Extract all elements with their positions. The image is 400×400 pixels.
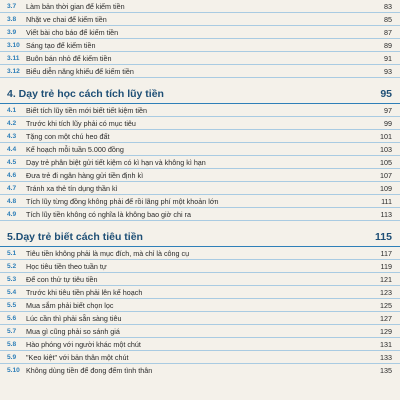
toc-row — [0, 286, 400, 299]
toc-page-number: 91 — [384, 54, 392, 63]
toc-page-number: 89 — [384, 41, 392, 50]
toc-page-number: 127 — [380, 314, 392, 323]
section-heading-4 — [0, 82, 400, 104]
toc-row — [0, 208, 400, 221]
toc-page-number: 85 — [384, 15, 392, 24]
toc-page-number: 105 — [380, 158, 392, 167]
toc-page-number: 97 — [384, 106, 392, 115]
toc-title: Biểu diễn năng khiếu để kiếm tiền — [26, 67, 134, 76]
toc-page-number: 131 — [380, 340, 392, 349]
toc-title: Trước khi tích lũy phải có mục tiêu — [26, 119, 136, 128]
toc-row — [0, 156, 400, 169]
toc-page-number: 129 — [380, 327, 392, 336]
toc-title: Tích lũy từng đồng không phải để rồi lãng phí một khoản lớn — [26, 197, 219, 206]
toc-page-number: 135 — [380, 366, 392, 375]
toc-page-number: 119 — [380, 262, 392, 271]
toc-title: Sáng tạo để kiếm tiền — [26, 41, 96, 50]
toc-page-number: 117 — [380, 249, 392, 258]
toc-row — [0, 195, 400, 208]
toc-title: Tránh xa thẻ tín dụng thần kì — [26, 184, 118, 193]
toc-number: 3.10 — [7, 42, 20, 49]
toc-page-number: 133 — [380, 353, 392, 362]
toc-title: Hào phóng với người khác một chút — [26, 340, 141, 349]
toc-title: Tích lũy tiền không có nghĩa là không bao giờ chi ra — [26, 210, 191, 219]
toc-number: 5.9 — [7, 354, 17, 361]
toc-number: 4.3 — [7, 133, 17, 140]
toc-row — [0, 65, 400, 78]
toc-title: Không dùng tiền để đong đếm tình thân — [26, 366, 153, 375]
toc-number: 4.7 — [7, 185, 17, 192]
toc-row — [0, 273, 400, 286]
toc-title: Kế hoạch mỗi tuần 5.000 đồng — [26, 145, 124, 154]
toc-row — [0, 312, 400, 325]
toc-number: 5.6 — [7, 315, 17, 322]
section-title: 5.Dạy trẻ biết cách tiêu tiền — [7, 231, 143, 243]
toc-row — [0, 13, 400, 26]
toc-number: 4.5 — [7, 159, 17, 166]
toc-title: Mua sắm phải biết chọn lọc — [26, 301, 114, 310]
section-heading-5 — [0, 225, 400, 247]
toc-number: 4.9 — [7, 211, 17, 218]
toc-page-number: 93 — [384, 67, 392, 76]
toc-row — [0, 247, 400, 260]
toc-row — [0, 130, 400, 143]
toc-page-number: 107 — [380, 171, 392, 180]
toc-row — [0, 182, 400, 195]
toc-row — [0, 351, 400, 364]
toc-row — [0, 26, 400, 39]
toc-row — [0, 169, 400, 182]
toc-title: Học tiêu tiền theo tuần tự — [26, 262, 107, 271]
toc-row — [0, 117, 400, 130]
toc-number: 3.7 — [7, 3, 17, 10]
toc-title: Đưa trẻ đi ngân hàng gửi tiền định kì — [26, 171, 144, 180]
section-page-number: 95 — [380, 88, 392, 100]
toc-title: Mua gì cũng phải so sánh giá — [26, 327, 120, 336]
toc-number: 3.12 — [7, 68, 20, 75]
toc-number: 5.8 — [7, 341, 17, 348]
toc-row — [0, 0, 400, 13]
toc-page-number: 121 — [380, 275, 392, 284]
toc-number: 5.7 — [7, 328, 17, 335]
toc-row — [0, 299, 400, 312]
toc-number: 4.6 — [7, 172, 17, 179]
toc-page-number: 113 — [380, 210, 392, 219]
toc-page-number: 111 — [381, 197, 392, 206]
toc-number: 4.1 — [7, 107, 17, 114]
toc-number: 3.11 — [7, 55, 20, 62]
toc-title: Lúc cần thì phải sẵn sàng tiêu — [26, 314, 122, 323]
toc-row — [0, 39, 400, 52]
toc-number: 4.8 — [7, 198, 17, 205]
toc-number: 4.4 — [7, 146, 17, 153]
toc-number: 5.4 — [7, 289, 17, 296]
toc-page-number: 125 — [380, 301, 392, 310]
toc-title: Trước khi tiêu tiền phải lên kế hoạch — [26, 288, 143, 297]
toc-page-number: 109 — [380, 184, 392, 193]
toc-row — [0, 325, 400, 338]
toc-row — [0, 104, 400, 117]
toc-page-number: 99 — [384, 119, 392, 128]
toc-number: 5.2 — [7, 263, 17, 270]
toc-row — [0, 260, 400, 273]
section-page-number: 115 — [375, 231, 392, 243]
toc-title: Tiêu tiền không phải là mục đích, mà chỉ là công cụ — [26, 249, 190, 258]
toc-number: 5.1 — [7, 250, 17, 257]
toc-title: Buôn bán nhỏ để kiếm tiền — [26, 54, 112, 63]
section-title: 4. Dạy trẻ học cách tích lũy tiền — [7, 88, 164, 100]
toc-title: Biết tích lũy tiền mới biết tiết kiệm tiền — [26, 106, 147, 115]
toc-row — [0, 364, 400, 377]
toc-title: Nhặt ve chai để kiếm tiền — [26, 15, 107, 24]
toc-page-number: 87 — [384, 28, 392, 37]
toc-page-number: 123 — [380, 288, 392, 297]
toc-page-number: 101 — [380, 132, 392, 141]
toc-page-number: 103 — [380, 145, 392, 154]
toc-title: Làm bản thời gian để kiếm tiền — [26, 2, 125, 11]
toc-number: 5.3 — [7, 276, 17, 283]
toc-number: 3.9 — [7, 29, 17, 36]
toc-title: Tặng con một chú heo đất — [26, 132, 110, 141]
toc-number: 4.2 — [7, 120, 17, 127]
toc-page-number: 83 — [384, 2, 392, 11]
toc-number: 3.8 — [7, 16, 17, 23]
toc-title: "Keo kiệt" với bản thân một chút — [26, 353, 129, 362]
toc-row — [0, 338, 400, 351]
toc-title: Dạy trẻ phân biệt gửi tiết kiệm có kì hạn và không kì hạn — [26, 158, 206, 167]
toc-number: 5.10 — [7, 367, 20, 374]
toc-title: Viết bài cho báo để kiếm tiền — [26, 28, 119, 37]
toc-number: 5.5 — [7, 302, 17, 309]
toc-row — [0, 52, 400, 65]
toc-title: Để con thử tự tiêu tiền — [26, 275, 98, 284]
toc-row — [0, 143, 400, 156]
